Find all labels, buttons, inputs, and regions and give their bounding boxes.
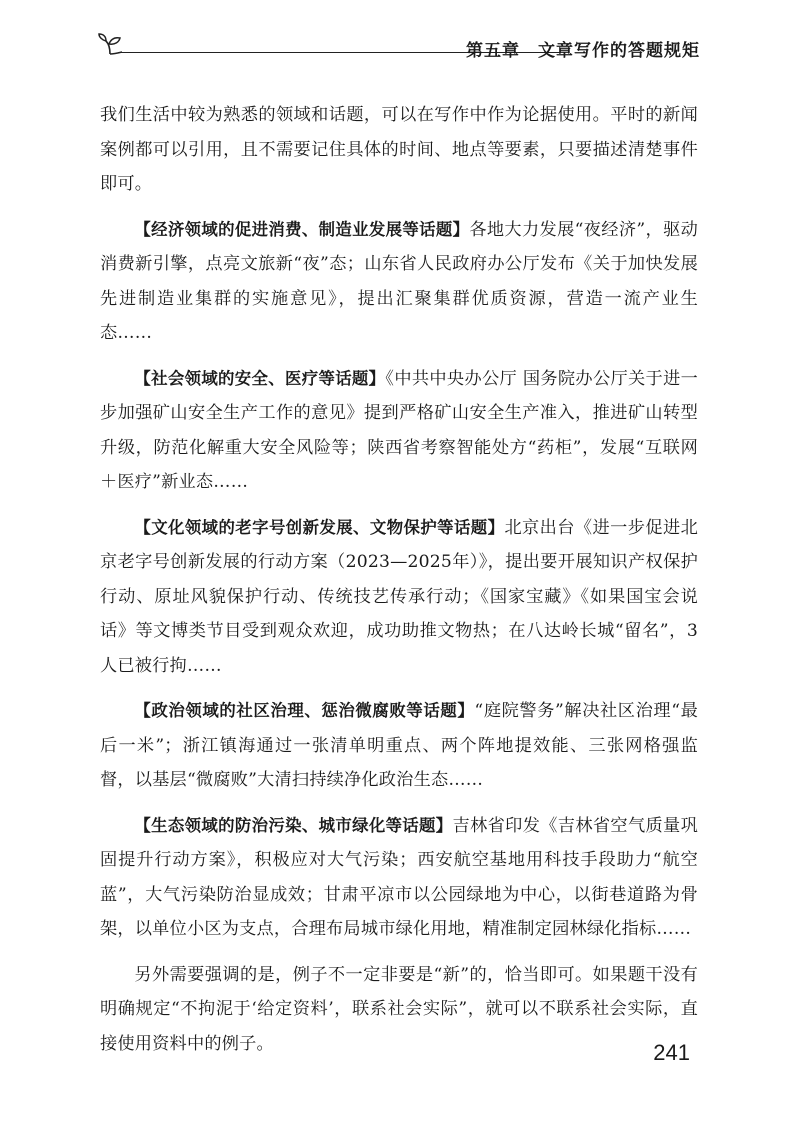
sprout-icon <box>96 30 126 60</box>
paragraph-text: 《中共中央办公厅 国务院办公厅关于进一步加强矿山安全生产工作的意见》提到严格矿山安全生产准入，推进矿山转型升级，防范化解重大安全风险等；陕西省考察智能处方“药柜”，发展“互联网＋医疗”新业态…… <box>100 368 698 492</box>
paragraph <box>100 958 698 1062</box>
paragraph <box>100 694 698 798</box>
paragraph <box>100 362 698 500</box>
paragraph-text: 吉林省印发《吉林省空气质量巩固提升行动方案》，积极应对大气污染；西安航空基地用科技手段助力“航空蓝”，大气污染防治显成效；甘肃平凉市以公园绿地为中心，以街巷道路为骨架，以单位小区为支点，合理布局城市绿化用地，精准制定园林绿化指标…… <box>100 815 698 939</box>
paragraph <box>100 213 698 351</box>
body-text <box>100 98 698 1072</box>
paragraph-text: “庭院警务”解决社区治理“最后一米”；浙江镇海通过一张清单明重点、两个阵地提效能、三张网格强监督，以基层“微腐败”大清扫持续净化政治生态…… <box>100 701 698 790</box>
paragraph-topic: 【经济领域的促进消费、制造业发展等话题】 <box>134 219 470 239</box>
paragraph-topic: 【文化领域的老字号创新发展、文物保护等话题】 <box>134 517 505 537</box>
running-header <box>96 30 700 64</box>
paragraph-topic: 【生态领域的防治污染、城市绿化等话题】 <box>134 815 453 835</box>
paragraph <box>100 809 698 947</box>
paragraph-text: 各地大力发展“夜经济”，驱动消费新引擎，点亮文旅新“夜”态；山东省人民政府办公厅发布《关于加快发展先进制造业集群的实施意见》，提出汇聚集群优质资源，营造一流产业生态…… <box>100 219 699 343</box>
paragraph <box>100 98 698 202</box>
paragraph-topic: 【政治领域的社区治理、惩治微腐败等话题】 <box>134 701 475 720</box>
paragraph-text: 北京出台《进一步促进北京老字号创新发展的行动方案（2023—2025年）》，提出要开展知识产权保护行动、原址风貌保护行动、传统技艺传承行动；《国家宝藏》《如果国宝会说话》等文博类节目受到观众欢迎，成功助推文物热；在八达岭长城“留名”，3人已被行拘…… <box>100 517 698 676</box>
paragraph-text: 我们生活中较为熟悉的领域和话题，可以在写作中作为论据使用。平时的新闻案例都可以引用，且不需要记住具体的时间、地点等要素，只要描述清楚事件即可。 <box>100 105 698 194</box>
paragraph-text: 另外需要强调的是，例子不一定非要是“新”的，恰当即可。如果题干没有明确规定“不拘泥于‘给定资料’，联系社会实际”，就可以不联系社会实际，直接使用资料中的例子。 <box>100 964 698 1054</box>
chapter-title: 第五章 文章写作的答题规矩 <box>466 41 700 61</box>
page-number: 241 <box>653 1040 690 1065</box>
paragraph <box>100 511 698 684</box>
paragraph-topic: 【社会领域的安全、医疗等话题】 <box>134 368 386 388</box>
